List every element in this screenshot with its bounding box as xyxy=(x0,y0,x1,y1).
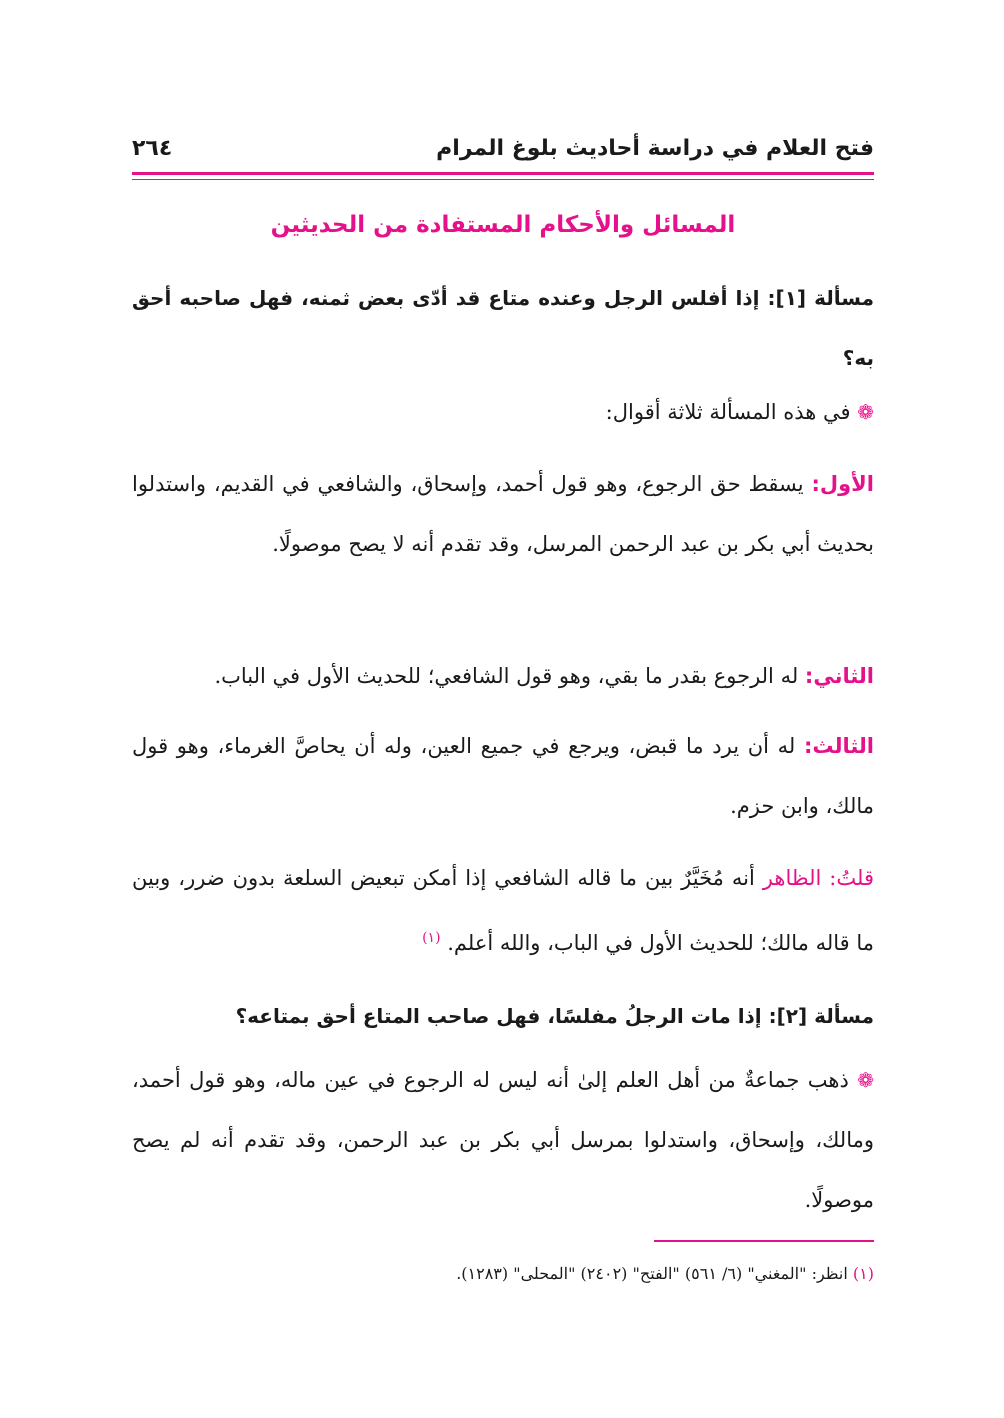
opinion-second xyxy=(132,646,874,706)
flower-icon: ❁ xyxy=(857,400,874,424)
header-rule-thin xyxy=(132,179,874,180)
opinion-text: يسقط حق الرجوع، وهو قول أحمد، وإسحاق، والشافعي في القديم، واستدلوا بحديث أبي بكر بن عبد الرحمن المرسل، وقد تقدم أنه لا يصح موصولًا. xyxy=(132,472,874,556)
footnote-rule xyxy=(654,1240,874,1242)
question-2 xyxy=(132,986,874,1046)
question-1 xyxy=(132,268,874,388)
question-1-label: مسألة [١]: xyxy=(767,286,874,310)
conclusion-text: أنه مُخَيَّرٌ بين ما قاله الشافعي إذا أمكن تبعيض السلعة بدون ضرر، وبين ما قاله مالك؛ للحديث الأول في الباب، والله أعلم. xyxy=(132,866,874,955)
opinion-label: الثاني: xyxy=(804,664,874,688)
running-header xyxy=(132,128,874,168)
header-rule-thick xyxy=(132,172,874,175)
footnote-number: (١) xyxy=(852,1264,874,1283)
page-number: ٢٦٤ xyxy=(132,135,173,161)
answer-2 xyxy=(132,1050,874,1230)
opinion-third xyxy=(132,716,874,836)
question-1-text: إذا أفلس الرجل وعنده متاع قد أدّى بعض ثمنه، فهل صاحبه أحق به؟ xyxy=(132,286,874,370)
section-title: المسائل والأحكام المستفادة من الحديثين xyxy=(270,212,736,238)
book-title: فتح العلام في دراسة أحاديث بلوغ المرام xyxy=(436,135,874,161)
conclusion-label: قلتُ: الظاهر xyxy=(762,866,874,890)
question-2-text: إذا مات الرجلُ مفلسًا، فهل صاحب المتاع أحق بمتاعه؟ xyxy=(235,1004,762,1028)
footnote-text: انظر: "المغني" (٦/ ٥٦١) "الفتح" (٢٤٠٢) "المحلى" (١٢٨٣). xyxy=(456,1264,848,1283)
footnote-ref[interactable]: (١) xyxy=(422,930,441,946)
flower-icon: ❁ xyxy=(857,1068,874,1092)
conclusion xyxy=(132,848,874,973)
intro-1 xyxy=(132,382,874,442)
opinion-label: الأول: xyxy=(811,472,874,496)
opinion-text: له الرجوع بقدر ما بقي، وهو قول الشافعي؛ للحديث الأول في الباب. xyxy=(214,664,799,688)
answer-2-text: ذهب جماعةٌ من أهل العلم إلىٰ أنه ليس له الرجوع في عين ماله، وهو قول أحمد، ومالك، وإسحاق، واستدلوا بمرسل أبي بكر بن عبد الرحمن، وقد تقدم أنه لم يصح موصولًا. xyxy=(132,1068,874,1212)
question-2-label: مسألة [٢]: xyxy=(768,1004,874,1028)
intro-1-text: في هذه المسألة ثلاثة أقوال: xyxy=(605,400,851,424)
footnote xyxy=(132,1264,874,1283)
opinion-label: الثالث: xyxy=(803,734,874,758)
opinion-first xyxy=(132,454,874,574)
opinion-text: له أن يرد ما قبض، ويرجع في جميع العين، وله أن يحاصَّ الغرماء، وهو قول مالك، وابن حزم. xyxy=(132,734,874,818)
